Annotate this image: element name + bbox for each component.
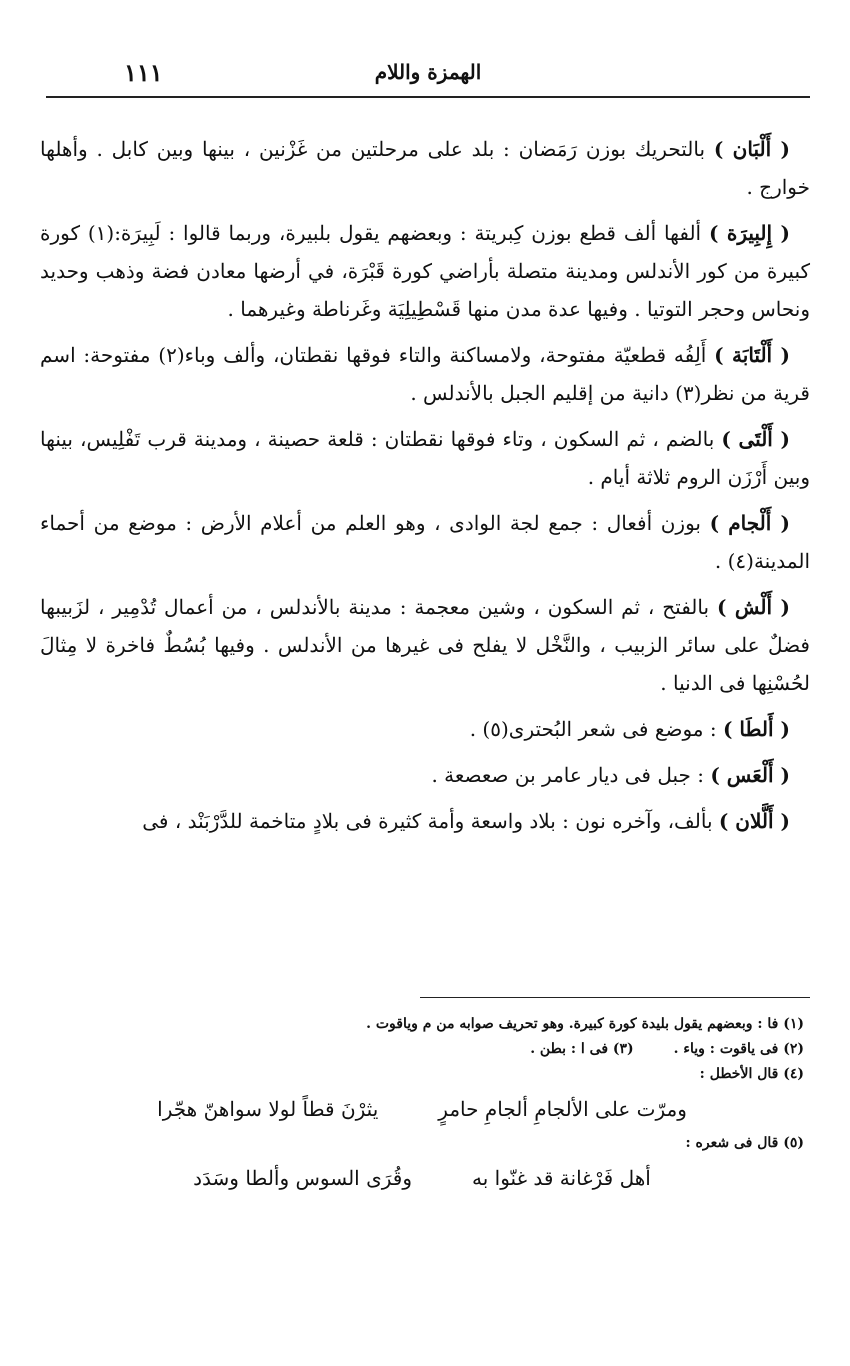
entry-headword: ( أَلطَا ) <box>722 717 790 741</box>
entry-headword: ( أَلْتَابَة ) <box>714 343 790 367</box>
entry-text: بالضم ، ثم السكون ، وتاء فوقها نقطتان : قلعة حصينة ، ومدينة قرب تَفْلِيس، بينها وبين أَرْزَن الروم ثلاثة أيام . <box>40 427 810 489</box>
footnotes <box>40 1012 804 1200</box>
running-header <box>46 58 810 98</box>
running-title: الهمزة واللام <box>374 60 482 84</box>
footnote-4-verse <box>40 1089 804 1129</box>
entry-allan <box>40 802 810 840</box>
entry-altaba <box>40 336 810 412</box>
footnote-5-verse <box>40 1158 804 1198</box>
verse-hemistich-first: أهل فَرْغانة قد غنّوا به <box>472 1166 651 1190</box>
verse-hemistich-second: يثرْنَ قطاً لولا سواهنّ هجّرا <box>157 1097 379 1121</box>
footnote-3: (٣) فى ا : بطن . <box>530 1041 634 1057</box>
page-number: ١١١ <box>124 58 163 87</box>
entry-text: ألفها ألف قطع بوزن كِبريتة : وبعضهم يقول بلبيرة، وربما قالوا : لَبِيرَة:(١) كورة كبيرة من كور الأندلس ومدينة متصلة بأراضي كورة قَبْرَة، في أرضها معادن فضة وذهب وحديد ونحاس وحجر التوتيا . وفيها عدة مدن منها قَسْطِيلِيَة وغَرناطة وغيرهما . <box>40 221 810 321</box>
entry-headword: ( أَلْتَى ) <box>721 427 790 451</box>
footnote-2-3 <box>40 1037 804 1062</box>
entry-aljam <box>40 504 810 580</box>
entry-text: بالتحريك بوزن رَمَضان : بلد على مرحلتين من غَزْنين ، بينها وبين كابل . وأهلها خوارج . <box>40 137 810 199</box>
entry-alta-place <box>40 710 810 748</box>
entry-text: بالفتح ، ثم السكون ، وشين معجمة : مدينة بالأندلس ، من أعمال تُدْمِير ، لزَبيبها فضلٌ على سائر الزبيب ، والنَّخْل لا يفلح فى غيرها من الأندلس . وفيها بُسُطٌ فاخرة لا مِثالَ لحُسْنِها فى الدنيا . <box>40 595 810 695</box>
entry-text: : موضع فى شعر البُحترى(٥) . <box>469 717 723 741</box>
entry-text: : جبل فى ديار عامر بن صعصعة . <box>431 763 711 787</box>
entry-headword: ( إِلبِيرَة ) <box>708 221 790 245</box>
entry-alas <box>40 756 810 794</box>
entry-headword: ( أَلَّلان ) <box>718 809 790 833</box>
entry-alta <box>40 420 810 496</box>
verse-hemistich-second: وقُرَى السوس وألطا وسَدَد <box>193 1166 412 1190</box>
entry-text: بوزن أفعال : جمع لجة الوادى ، وهو العلم من أعلام الأرض : موضع من أحماء المدينة(٤) . <box>40 511 810 573</box>
footnote-2: (٢) فى ياقوت : وياء . <box>673 1041 804 1057</box>
entry-text: أَلِفُه قطعيّة مفتوحة، ولامساكنة والتاء فوقها نقطتان، وألف وباء(٢) مفتوحة: اسم قرية من نظر(٣) دانية من إقليم الجبل بالأندلس . <box>40 343 810 405</box>
dictionary-body <box>40 130 810 848</box>
entry-text: بألف، وآخره نون : بلاد واسعة وأمة كثيرة فى بلادٍ متاخمة للدَّرْبَنْد ، فى <box>142 809 719 833</box>
entry-headword: ( أَلْش ) <box>716 595 791 619</box>
footnote-1: (١) فا : وبعضهم يقول بليدة كورة كبيرة. وهو تحريف صوابه من م وياقوت . <box>366 1016 804 1032</box>
entry-headword: ( أَلْبَان ) <box>713 137 790 161</box>
footnote-4-intro: (٤) قال الأخطل : <box>699 1066 804 1082</box>
footnote-divider <box>420 997 810 998</box>
entry-alban <box>40 130 810 206</box>
entry-ilbira <box>40 214 810 328</box>
entry-alsh <box>40 588 810 702</box>
entry-headword: ( أَلْجام ) <box>709 511 790 535</box>
entry-headword: ( أَلْعَس ) <box>710 763 790 787</box>
verse-hemistich-first: ومرّت على الألجامِ ألجامِ حامرٍ <box>438 1097 687 1121</box>
footnote-5-intro: (٥) قال فى شعره : <box>685 1135 804 1151</box>
